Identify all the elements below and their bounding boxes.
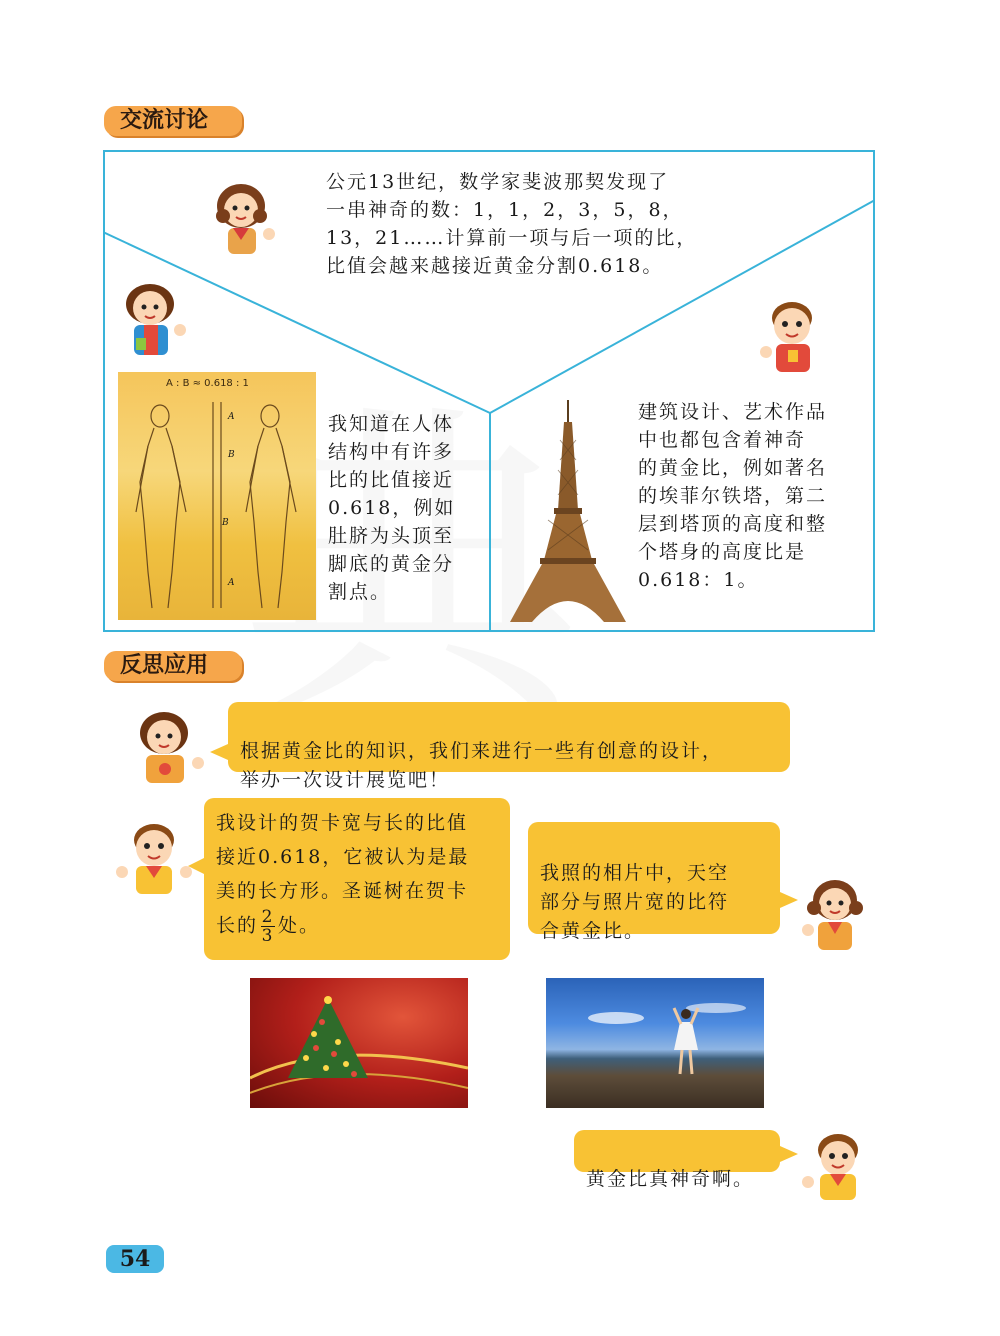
body-label-a-top: A [228,412,235,422]
speech-bubble-3 [528,822,780,942]
body-label-a-bottom: A [228,578,235,588]
fraction-denominator: 3 [261,926,275,946]
bubble-2-post: 处。 [278,914,321,937]
section-tag-application: 反思应用 [104,651,242,681]
section-tag-discussion: 交流讨论 [104,106,242,136]
christmas-tree [250,978,468,1108]
girl-on-beach [546,978,764,1108]
christmas-card-photo [250,978,468,1108]
body-label-b-bottom: B [222,518,229,528]
boy-avatar-bubble2 [112,816,196,896]
girl-avatar-top [203,176,283,256]
fraction-numerator: 2 [261,907,275,927]
bubble-2-line-1: 我设计的贺卡宽与长的比值 [216,812,469,834]
bubble-2-pre: 长的 [216,914,259,937]
speech-bubble-4-text: 黄金比真神奇啊。 [586,1168,755,1190]
speech-bubble-2 [204,798,510,960]
body-proportion-image [118,372,316,620]
discussion-right-text: 建筑设计、艺术作品 中也都包含着神奇 的黄金比，例如著名 的埃菲尔铁塔，第二 层到塔顶的高度和整 个塔身的高度比是 0.618：1。 [638,401,828,591]
bubble-2-line-2: 接近0.618，它被认为是最 [216,846,470,868]
bubble-3-tail [780,892,798,908]
sky-photo [546,978,764,1108]
bubble-1-tail [210,744,228,760]
speech-bubble-1 [228,702,790,791]
body-sketch [118,372,316,620]
girl-avatar-bubble1 [128,705,212,785]
bubble-4-tail [780,1146,798,1162]
girl-avatar-bubble3 [800,872,870,952]
bubble-2-tail [188,858,204,874]
discussion-top-text: 公元13世纪，数学家斐波那契发现了 一串神奇的数：1，1，2，3，5，8， 13，21……计算前一项与后一项的比， 比值会越来越接近黄金分割0.618。 [326,171,698,277]
discussion-left-text: 我知道在人体 结构中有许多 比的比值接近 0.618，例如 肚脐为头顶至 脚底的黄金分 割点。 [328,413,456,603]
boy-avatar-right [752,294,832,374]
page-number: 54 [106,1245,164,1273]
body-label-b-top: B [228,450,235,460]
speech-bubble-3-text: 我照的相片中，天空 部分与照片宽的比符 合黄金比。 [540,862,730,942]
body-image-caption: A : B ≈ 0.618 : 1 [166,378,249,389]
bubble-2-line-3: 美的长方形。圣诞树在贺卡 [216,880,469,902]
speech-bubble-4 [574,1130,780,1190]
bubble-2-line-4 [216,908,498,945]
speech-bubble-1-text: 根据黄金比的知识，我们来进行一些有创意的设计， 举办一次设计展览吧！ [240,740,724,791]
fraction-two-thirds [261,908,275,945]
girl-avatar-left [116,278,196,358]
eiffel-tower-image [508,400,628,626]
boy-avatar-bubble4 [798,1128,874,1202]
